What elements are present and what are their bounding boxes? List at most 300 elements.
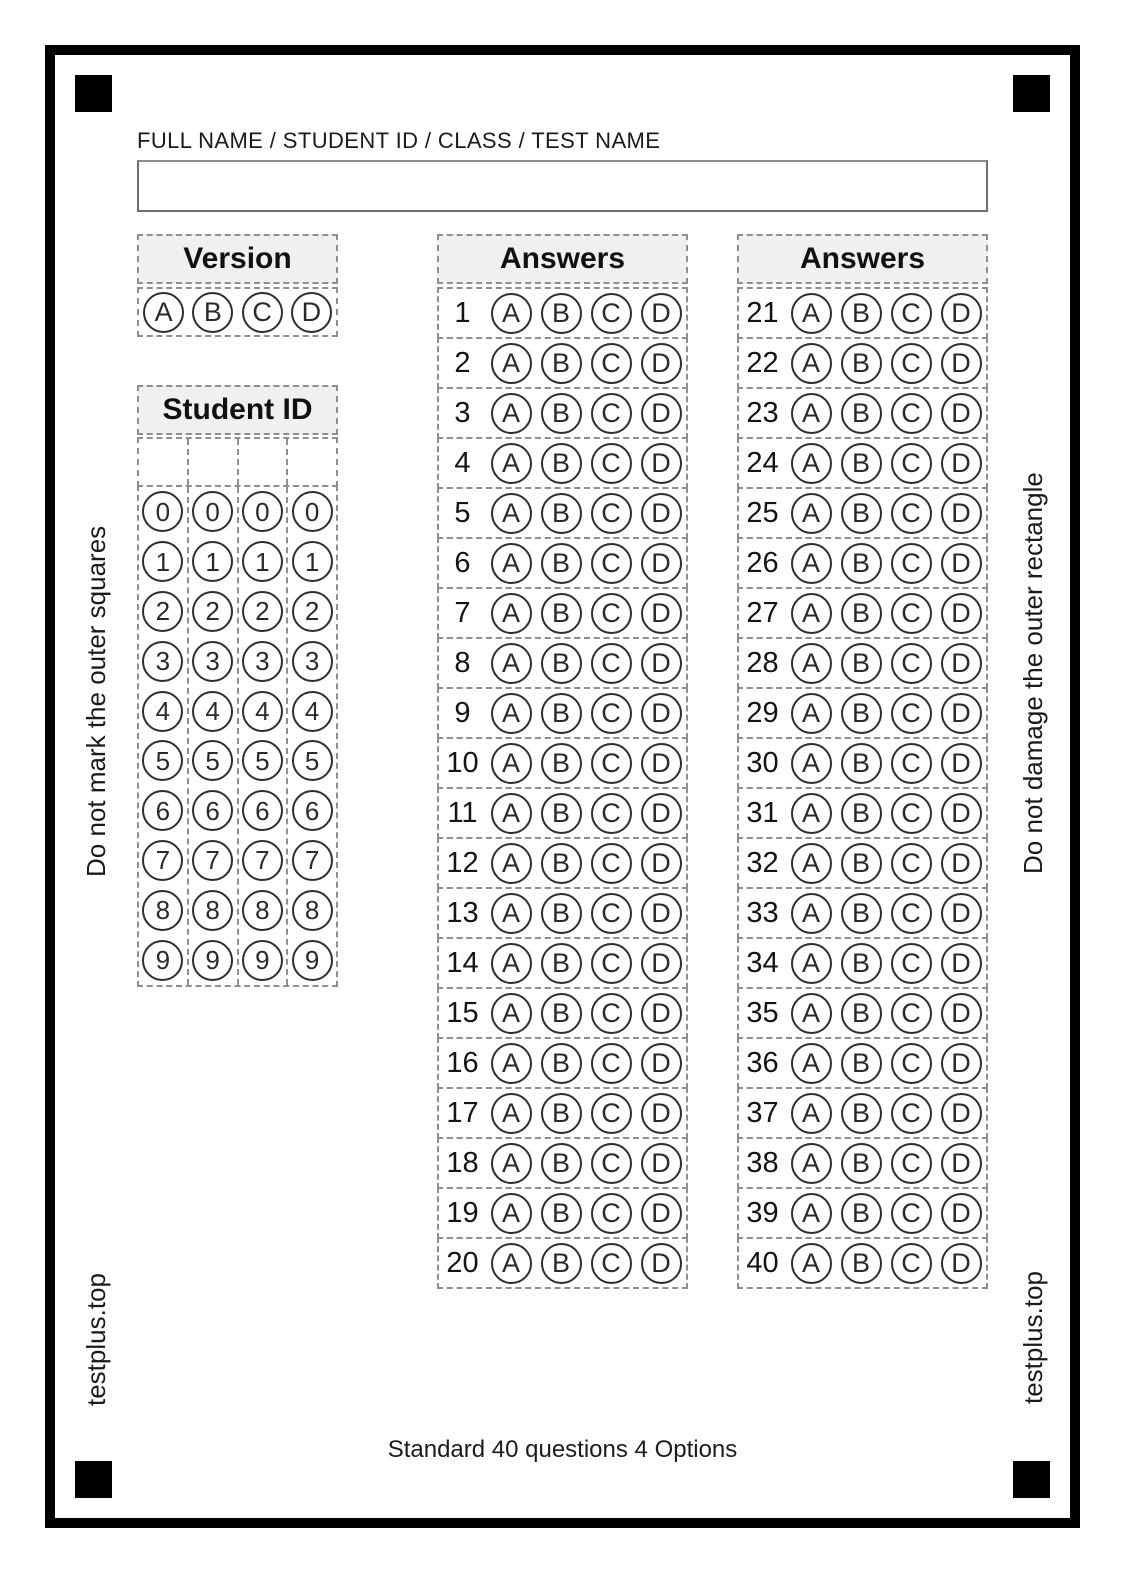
version-bubble-C[interactable]: C bbox=[242, 292, 283, 333]
answer-option-cell bbox=[786, 743, 836, 784]
q31-bubble-B[interactable]: B bbox=[841, 793, 882, 834]
q5-bubble-B[interactable]: B bbox=[541, 493, 582, 534]
q24-bubble-C[interactable]: C bbox=[891, 443, 932, 484]
q16-bubble-B[interactable]: B bbox=[541, 1043, 582, 1084]
answers-header-column-1 bbox=[437, 234, 688, 284]
answer-option-cell bbox=[836, 943, 886, 984]
q13-bubble-B[interactable]: B bbox=[541, 893, 582, 934]
q14-bubble-A[interactable]: A bbox=[491, 943, 532, 984]
q6-bubble-B[interactable]: B bbox=[541, 543, 582, 584]
q23-bubble-C[interactable]: C bbox=[891, 393, 932, 434]
student-id-col3-bubble-5[interactable]: 5 bbox=[242, 740, 283, 781]
q15-bubble-B[interactable]: B bbox=[541, 993, 582, 1034]
q22-bubble-C[interactable]: C bbox=[891, 343, 932, 384]
answer-option-cell bbox=[786, 443, 836, 484]
student-id-col3-bubble-8[interactable]: 8 bbox=[242, 890, 283, 931]
q36-bubble-D[interactable]: D bbox=[941, 1043, 982, 1084]
answer-option-cell bbox=[936, 743, 986, 784]
watermark-left: testplus.top bbox=[81, 1273, 111, 1407]
student-id-write-cell-3[interactable] bbox=[239, 439, 289, 485]
q18-bubble-A[interactable]: A bbox=[491, 1143, 532, 1184]
answer-option-cell bbox=[886, 843, 936, 884]
answer-option-cell bbox=[536, 1093, 586, 1134]
q33-bubble-D[interactable]: D bbox=[941, 893, 982, 934]
q1-bubble-D[interactable]: D bbox=[641, 293, 682, 334]
q25-bubble-C[interactable]: C bbox=[891, 493, 932, 534]
student-id-col2-bubble-6[interactable]: 6 bbox=[192, 790, 233, 831]
q31-bubble-C[interactable]: C bbox=[891, 793, 932, 834]
q36-bubble-A[interactable]: A bbox=[791, 1043, 832, 1084]
student-id-write-cell-4[interactable] bbox=[288, 439, 336, 485]
q2-bubble-D[interactable]: D bbox=[641, 343, 682, 384]
student-id-col1-bubble-2[interactable]: 2 bbox=[142, 591, 183, 632]
student-id-col3-bubble-1[interactable]: 1 bbox=[242, 541, 283, 582]
question-number-25: 25 bbox=[746, 496, 779, 529]
q25-bubble-D[interactable]: D bbox=[941, 493, 982, 534]
q22-bubble-D[interactable]: D bbox=[941, 343, 982, 384]
q27-bubble-D[interactable]: D bbox=[941, 593, 982, 634]
answer-option-cell bbox=[886, 1043, 936, 1084]
answer-option-cell bbox=[636, 693, 686, 734]
student-id-col1-bubble-1[interactable]: 1 bbox=[142, 541, 183, 582]
question-number-39: 39 bbox=[746, 1196, 779, 1229]
student-id-col2-bubble-3[interactable]: 3 bbox=[192, 641, 233, 682]
answer-option-cell bbox=[636, 1243, 686, 1284]
q1-bubble-C[interactable]: C bbox=[591, 293, 632, 334]
answer-option-cell bbox=[936, 1143, 986, 1184]
answer-option-cell bbox=[836, 693, 886, 734]
answer-option-cell bbox=[786, 1193, 836, 1234]
q19-bubble-B[interactable]: B bbox=[541, 1193, 582, 1234]
student-id-col4-bubble-8[interactable]: 8 bbox=[292, 890, 333, 931]
q35-bubble-D[interactable]: D bbox=[941, 993, 982, 1034]
student-id-col2-bubble-8[interactable]: 8 bbox=[192, 890, 233, 931]
q38-bubble-B[interactable]: B bbox=[841, 1143, 882, 1184]
q3-bubble-A[interactable]: A bbox=[491, 393, 532, 434]
q15-bubble-A[interactable]: A bbox=[491, 993, 532, 1034]
student-id-col2-bubble-1[interactable]: 1 bbox=[192, 541, 233, 582]
q10-bubble-D[interactable]: D bbox=[641, 743, 682, 784]
q26-bubble-C[interactable]: C bbox=[891, 543, 932, 584]
q34-bubble-B[interactable]: B bbox=[841, 943, 882, 984]
q29-bubble-B[interactable]: B bbox=[841, 693, 882, 734]
q24-bubble-D[interactable]: D bbox=[941, 443, 982, 484]
q20-bubble-A[interactable]: A bbox=[491, 1243, 532, 1284]
student-id-col4-bubble-1[interactable]: 1 bbox=[292, 541, 333, 582]
answer-option-cell bbox=[886, 643, 936, 684]
student-id-col1-bubble-9[interactable]: 9 bbox=[142, 940, 183, 981]
answer-option-cell bbox=[886, 593, 936, 634]
q19-bubble-D[interactable]: D bbox=[641, 1193, 682, 1234]
answer-option-cell bbox=[586, 493, 636, 534]
student-id-col1-bubble-4[interactable]: 4 bbox=[142, 691, 183, 732]
q32-bubble-C[interactable]: C bbox=[891, 843, 932, 884]
q2-bubble-B[interactable]: B bbox=[541, 343, 582, 384]
right-margin-note: Do not damage the outer rectangle bbox=[1018, 472, 1048, 874]
answer-row-16 bbox=[437, 1037, 688, 1089]
q22-bubble-A[interactable]: A bbox=[791, 343, 832, 384]
q18-bubble-B[interactable]: B bbox=[541, 1143, 582, 1184]
q2-bubble-C[interactable]: C bbox=[591, 343, 632, 384]
q37-bubble-D[interactable]: D bbox=[941, 1093, 982, 1134]
q15-bubble-C[interactable]: C bbox=[591, 993, 632, 1034]
answer-row-3 bbox=[437, 387, 688, 439]
q20-bubble-C[interactable]: C bbox=[591, 1243, 632, 1284]
answer-option-cell bbox=[886, 693, 936, 734]
q28-bubble-C[interactable]: C bbox=[891, 643, 932, 684]
student-id-col2-bubble-2[interactable]: 2 bbox=[192, 591, 233, 632]
student-id-column-1 bbox=[139, 487, 189, 985]
student-id-col3-bubble-4[interactable]: 4 bbox=[242, 691, 283, 732]
q10-bubble-C[interactable]: C bbox=[591, 743, 632, 784]
q30-bubble-D[interactable]: D bbox=[941, 743, 982, 784]
student-id-write-cell-2[interactable] bbox=[189, 439, 239, 485]
answer-option-cell bbox=[836, 593, 886, 634]
answer-option-cell bbox=[586, 943, 636, 984]
q13-bubble-A[interactable]: A bbox=[491, 893, 532, 934]
student-id-col3-bubble-0[interactable]: 0 bbox=[242, 491, 283, 532]
q28-bubble-B[interactable]: B bbox=[841, 643, 882, 684]
answer-option-cell bbox=[636, 1193, 686, 1234]
answer-option-cell bbox=[886, 343, 936, 384]
q11-bubble-D[interactable]: D bbox=[641, 793, 682, 834]
q34-bubble-C[interactable]: C bbox=[891, 943, 932, 984]
q10-bubble-A[interactable]: A bbox=[491, 743, 532, 784]
q30-bubble-C[interactable]: C bbox=[891, 743, 932, 784]
answer-row-30 bbox=[737, 737, 988, 789]
q26-bubble-D[interactable]: D bbox=[941, 543, 982, 584]
answer-row-10 bbox=[437, 737, 688, 789]
q17-bubble-D[interactable]: D bbox=[641, 1093, 682, 1134]
q28-bubble-D[interactable]: D bbox=[941, 643, 982, 684]
q3-bubble-C[interactable]: C bbox=[591, 393, 632, 434]
q19-bubble-A[interactable]: A bbox=[491, 1193, 532, 1234]
q4-bubble-D[interactable]: D bbox=[641, 443, 682, 484]
q7-bubble-D[interactable]: D bbox=[641, 593, 682, 634]
answer-option-cell bbox=[786, 1143, 836, 1184]
answer-row-24 bbox=[737, 437, 988, 489]
q2-bubble-A[interactable]: A bbox=[491, 343, 532, 384]
answer-option-cell bbox=[786, 343, 836, 384]
q13-bubble-C[interactable]: C bbox=[591, 893, 632, 934]
answer-option-cell bbox=[936, 1043, 986, 1084]
q40-bubble-D[interactable]: D bbox=[941, 1243, 982, 1284]
student-id-write-cell-1[interactable] bbox=[139, 439, 189, 485]
answer-option-cell bbox=[836, 543, 886, 584]
answer-row-5 bbox=[437, 487, 688, 539]
q26-bubble-A[interactable]: A bbox=[791, 543, 832, 584]
answer-option-cell bbox=[536, 843, 586, 884]
q4-bubble-C[interactable]: C bbox=[591, 443, 632, 484]
q39-bubble-B[interactable]: B bbox=[841, 1193, 882, 1234]
q24-bubble-B[interactable]: B bbox=[841, 443, 882, 484]
q17-bubble-C[interactable]: C bbox=[591, 1093, 632, 1134]
q8-bubble-D[interactable]: D bbox=[641, 643, 682, 684]
version-bubble-D[interactable]: D bbox=[291, 292, 332, 333]
q26-bubble-B[interactable]: B bbox=[841, 543, 882, 584]
answer-option-cell bbox=[636, 443, 686, 484]
answer-row-40 bbox=[737, 1237, 988, 1289]
q32-bubble-B[interactable]: B bbox=[841, 843, 882, 884]
answer-option-cell bbox=[836, 1143, 886, 1184]
q17-bubble-B[interactable]: B bbox=[541, 1093, 582, 1134]
q14-bubble-B[interactable]: B bbox=[541, 943, 582, 984]
answer-option-cell bbox=[536, 443, 586, 484]
answer-option-cell bbox=[836, 1243, 886, 1284]
question-number-20: 20 bbox=[446, 1246, 479, 1279]
answer-option-cell bbox=[586, 693, 636, 734]
answer-option-cell bbox=[536, 1043, 586, 1084]
q17-bubble-A[interactable]: A bbox=[491, 1093, 532, 1134]
q23-bubble-D[interactable]: D bbox=[941, 393, 982, 434]
q14-bubble-D[interactable]: D bbox=[641, 943, 682, 984]
answers-header-column-2 bbox=[737, 234, 988, 284]
q21-bubble-A[interactable]: A bbox=[791, 293, 832, 334]
q3-bubble-D[interactable]: D bbox=[641, 393, 682, 434]
q10-bubble-B[interactable]: B bbox=[541, 743, 582, 784]
answer-option-cell bbox=[536, 1243, 586, 1284]
question-number-38: 38 bbox=[746, 1146, 779, 1179]
answer-option-cell bbox=[536, 993, 586, 1034]
student-id-col3-bubble-3[interactable]: 3 bbox=[242, 641, 283, 682]
question-number-1: 1 bbox=[454, 296, 471, 329]
q27-bubble-A[interactable]: A bbox=[791, 593, 832, 634]
q29-bubble-D[interactable]: D bbox=[941, 693, 982, 734]
q6-bubble-A[interactable]: A bbox=[491, 543, 532, 584]
q36-bubble-B[interactable]: B bbox=[841, 1043, 882, 1084]
footer-caption: Standard 40 questions 4 Options bbox=[387, 1436, 738, 1463]
q5-bubble-C[interactable]: C bbox=[591, 493, 632, 534]
q19-bubble-C[interactable]: C bbox=[591, 1193, 632, 1234]
q29-bubble-A[interactable]: A bbox=[791, 693, 832, 734]
q31-bubble-D[interactable]: D bbox=[941, 793, 982, 834]
answer-row-11 bbox=[437, 787, 688, 839]
q7-bubble-B[interactable]: B bbox=[541, 593, 582, 634]
q30-bubble-A[interactable]: A bbox=[791, 743, 832, 784]
q5-bubble-D[interactable]: D bbox=[641, 493, 682, 534]
q23-bubble-B[interactable]: B bbox=[841, 393, 882, 434]
q1-bubble-A[interactable]: A bbox=[491, 293, 532, 334]
student-id-col4-bubble-0[interactable]: 0 bbox=[292, 491, 333, 532]
answer-option-cell bbox=[636, 493, 686, 534]
name-field[interactable] bbox=[137, 160, 988, 212]
question-number-5: 5 bbox=[454, 496, 471, 529]
q11-bubble-A[interactable]: A bbox=[491, 793, 532, 834]
left-margin-note: Do not mark the outer squares bbox=[81, 525, 111, 877]
answer-option-cell bbox=[786, 293, 836, 334]
q9-bubble-B[interactable]: B bbox=[541, 693, 582, 734]
answer-option-cell bbox=[936, 1093, 986, 1134]
student-id-col3-bubble-6[interactable]: 6 bbox=[242, 790, 283, 831]
answers-column-2 bbox=[737, 287, 988, 1287]
q13-bubble-D[interactable]: D bbox=[641, 893, 682, 934]
answer-option-cell bbox=[586, 893, 636, 934]
q6-bubble-D[interactable]: D bbox=[641, 543, 682, 584]
student-id-col2-bubble-7[interactable]: 7 bbox=[192, 840, 233, 881]
q16-bubble-C[interactable]: C bbox=[591, 1043, 632, 1084]
q24-bubble-A[interactable]: A bbox=[791, 443, 832, 484]
q39-bubble-D[interactable]: D bbox=[941, 1193, 982, 1234]
q37-bubble-C[interactable]: C bbox=[891, 1093, 932, 1134]
q11-bubble-B[interactable]: B bbox=[541, 793, 582, 834]
student-id-col1-bubble-3[interactable]: 3 bbox=[142, 641, 183, 682]
q4-bubble-B[interactable]: B bbox=[541, 443, 582, 484]
q40-bubble-A[interactable]: A bbox=[791, 1243, 832, 1284]
q39-bubble-A[interactable]: A bbox=[791, 1193, 832, 1234]
answer-option-cell bbox=[536, 893, 586, 934]
q12-bubble-B[interactable]: B bbox=[541, 843, 582, 884]
q35-bubble-B[interactable]: B bbox=[841, 993, 882, 1034]
answer-option-cell bbox=[786, 1043, 836, 1084]
student-id-col4-bubble-5[interactable]: 5 bbox=[292, 740, 333, 781]
q11-bubble-C[interactable]: C bbox=[591, 793, 632, 834]
q30-bubble-B[interactable]: B bbox=[841, 743, 882, 784]
answer-option-cell bbox=[586, 1143, 636, 1184]
student-id-col3-bubble-7[interactable]: 7 bbox=[242, 840, 283, 881]
q20-bubble-D[interactable]: D bbox=[641, 1243, 682, 1284]
q37-bubble-A[interactable]: A bbox=[791, 1093, 832, 1134]
student-id-col4-bubble-6[interactable]: 6 bbox=[292, 790, 333, 831]
q25-bubble-A[interactable]: A bbox=[791, 493, 832, 534]
student-id-col1-bubble-0[interactable]: 0 bbox=[142, 491, 183, 532]
student-id-col4-bubble-3[interactable]: 3 bbox=[292, 641, 333, 682]
q21-bubble-B[interactable]: B bbox=[841, 293, 882, 334]
answer-row-33 bbox=[737, 887, 988, 939]
answer-option-cell bbox=[536, 643, 586, 684]
version-bubble-A[interactable]: A bbox=[143, 292, 184, 333]
q16-bubble-A[interactable]: A bbox=[491, 1043, 532, 1084]
q38-bubble-A[interactable]: A bbox=[791, 1143, 832, 1184]
q35-bubble-C[interactable]: C bbox=[891, 993, 932, 1034]
q22-bubble-B[interactable]: B bbox=[841, 343, 882, 384]
q1-bubble-B[interactable]: B bbox=[541, 293, 582, 334]
q35-bubble-A[interactable]: A bbox=[791, 993, 832, 1034]
answer-option-cell bbox=[886, 793, 936, 834]
q38-bubble-D[interactable]: D bbox=[941, 1143, 982, 1184]
answer-option-cell bbox=[486, 593, 536, 634]
student-id-col1-bubble-5[interactable]: 5 bbox=[142, 740, 183, 781]
q9-bubble-D[interactable]: D bbox=[641, 693, 682, 734]
q40-bubble-B[interactable]: B bbox=[841, 1243, 882, 1284]
q12-bubble-C[interactable]: C bbox=[591, 843, 632, 884]
q31-bubble-A[interactable]: A bbox=[791, 793, 832, 834]
q12-bubble-A[interactable]: A bbox=[491, 843, 532, 884]
q28-bubble-A[interactable]: A bbox=[791, 643, 832, 684]
answer-option-cell bbox=[586, 1243, 636, 1284]
answer-option-cell bbox=[886, 993, 936, 1034]
answer-option-cell bbox=[836, 893, 886, 934]
q3-bubble-B[interactable]: B bbox=[541, 393, 582, 434]
q33-bubble-A[interactable]: A bbox=[791, 893, 832, 934]
student-id-column-4 bbox=[288, 487, 336, 985]
student-id-col4-bubble-7[interactable]: 7 bbox=[292, 840, 333, 881]
student-id-col3-bubble-2[interactable]: 2 bbox=[242, 591, 283, 632]
q8-bubble-C[interactable]: C bbox=[591, 643, 632, 684]
q21-bubble-C[interactable]: C bbox=[891, 293, 932, 334]
student-id-col2-bubble-4[interactable]: 4 bbox=[192, 691, 233, 732]
q6-bubble-C[interactable]: C bbox=[591, 543, 632, 584]
q4-bubble-A[interactable]: A bbox=[491, 443, 532, 484]
answer-option-cell bbox=[886, 393, 936, 434]
q18-bubble-D[interactable]: D bbox=[641, 1143, 682, 1184]
q33-bubble-C[interactable]: C bbox=[891, 893, 932, 934]
student-id-col2-bubble-9[interactable]: 9 bbox=[192, 940, 233, 981]
question-number-14: 14 bbox=[446, 946, 479, 979]
q9-bubble-C[interactable]: C bbox=[591, 693, 632, 734]
q12-bubble-D[interactable]: D bbox=[641, 843, 682, 884]
q9-bubble-A[interactable]: A bbox=[491, 693, 532, 734]
q14-bubble-C[interactable]: C bbox=[591, 943, 632, 984]
q29-bubble-C[interactable]: C bbox=[891, 693, 932, 734]
q27-bubble-B[interactable]: B bbox=[841, 593, 882, 634]
q37-bubble-B[interactable]: B bbox=[841, 1093, 882, 1134]
q33-bubble-B[interactable]: B bbox=[841, 893, 882, 934]
q15-bubble-D[interactable]: D bbox=[641, 993, 682, 1034]
q34-bubble-D[interactable]: D bbox=[941, 943, 982, 984]
student-id-col1-bubble-7[interactable]: 7 bbox=[142, 840, 183, 881]
version-bubble-B[interactable]: B bbox=[192, 292, 233, 333]
student-id-col4-bubble-2[interactable]: 2 bbox=[292, 591, 333, 632]
q8-bubble-B[interactable]: B bbox=[541, 643, 582, 684]
student-id-col1-bubble-8[interactable]: 8 bbox=[142, 890, 183, 931]
registration-square-bottom-left bbox=[75, 1461, 112, 1498]
answer-option-cell bbox=[636, 343, 686, 384]
student-id-col4-bubble-4[interactable]: 4 bbox=[292, 691, 333, 732]
question-number-19: 19 bbox=[446, 1196, 479, 1229]
student-id-col2-bubble-5[interactable]: 5 bbox=[192, 740, 233, 781]
q8-bubble-A[interactable]: A bbox=[491, 643, 532, 684]
q7-bubble-C[interactable]: C bbox=[591, 593, 632, 634]
q39-bubble-C[interactable]: C bbox=[891, 1193, 932, 1234]
answer-row-2 bbox=[437, 337, 688, 389]
q38-bubble-C[interactable]: C bbox=[891, 1143, 932, 1184]
answer-option-cell bbox=[636, 1043, 686, 1084]
answer-option-cell bbox=[886, 1193, 936, 1234]
q36-bubble-C[interactable]: C bbox=[891, 1043, 932, 1084]
question-number-18: 18 bbox=[446, 1146, 479, 1179]
answer-option-cell bbox=[886, 1093, 936, 1134]
answer-option-cell bbox=[936, 593, 986, 634]
answer-option-cell bbox=[936, 393, 986, 434]
answer-option-cell bbox=[536, 493, 586, 534]
q18-bubble-C[interactable]: C bbox=[591, 1143, 632, 1184]
q40-bubble-C[interactable]: C bbox=[891, 1243, 932, 1284]
answer-option-cell bbox=[486, 1143, 536, 1184]
answer-row-4 bbox=[437, 437, 688, 489]
student-id-col4-bubble-9[interactable]: 9 bbox=[292, 940, 333, 981]
student-id-col2-bubble-0[interactable]: 0 bbox=[192, 491, 233, 532]
version-option-cell bbox=[139, 292, 188, 333]
q21-bubble-D[interactable]: D bbox=[941, 293, 982, 334]
answer-row-29 bbox=[737, 687, 988, 739]
answer-option-cell bbox=[936, 793, 986, 834]
q32-bubble-A[interactable]: A bbox=[791, 843, 832, 884]
q7-bubble-A[interactable]: A bbox=[491, 593, 532, 634]
q27-bubble-C[interactable]: C bbox=[891, 593, 932, 634]
q16-bubble-D[interactable]: D bbox=[641, 1043, 682, 1084]
student-id-col3-bubble-9[interactable]: 9 bbox=[242, 940, 283, 981]
answer-option-cell bbox=[936, 693, 986, 734]
q25-bubble-B[interactable]: B bbox=[841, 493, 882, 534]
q32-bubble-D[interactable]: D bbox=[941, 843, 982, 884]
q23-bubble-A[interactable]: A bbox=[791, 393, 832, 434]
student-id-col1-bubble-6[interactable]: 6 bbox=[142, 790, 183, 831]
q5-bubble-A[interactable]: A bbox=[491, 493, 532, 534]
question-number-31: 31 bbox=[746, 796, 779, 829]
answer-row-25 bbox=[737, 487, 988, 539]
q20-bubble-B[interactable]: B bbox=[541, 1243, 582, 1284]
q34-bubble-A[interactable]: A bbox=[791, 943, 832, 984]
